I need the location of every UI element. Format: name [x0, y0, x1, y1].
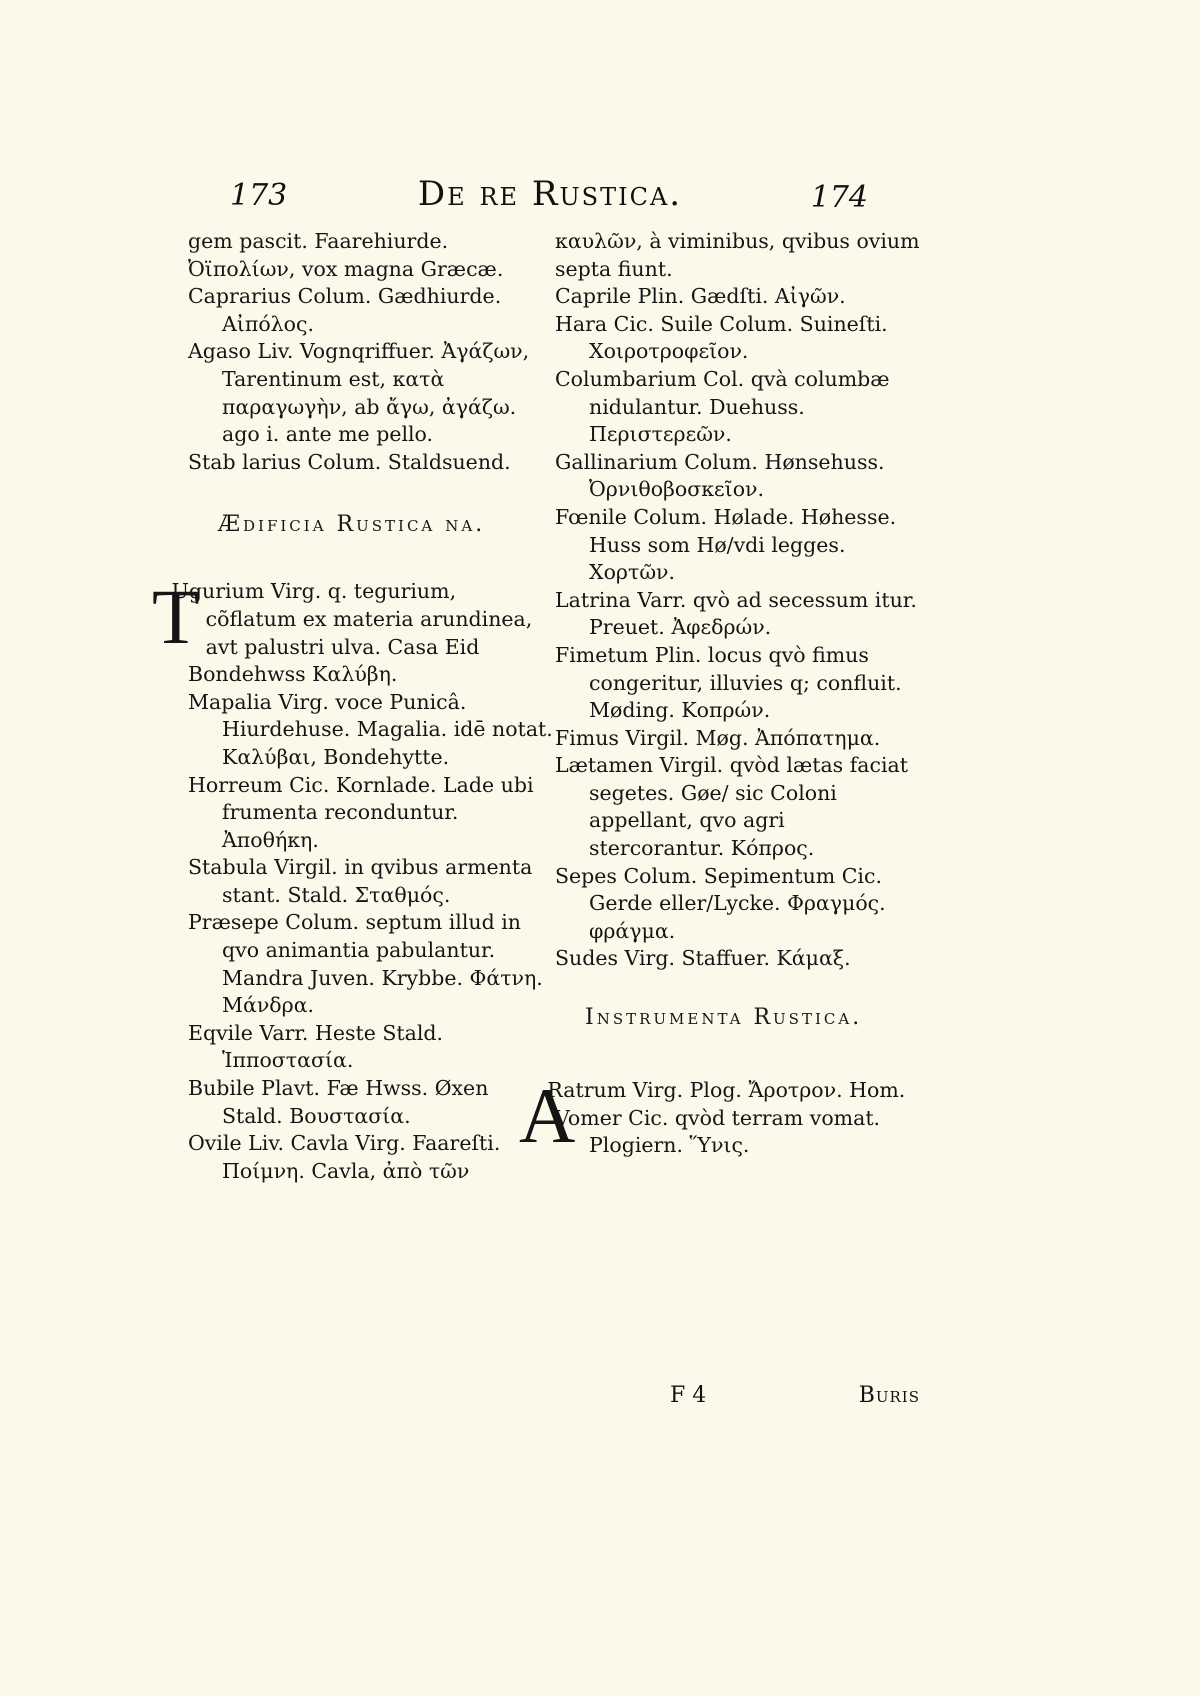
drop-cap: A: [519, 1072, 576, 1160]
drop-cap: T: [152, 573, 200, 661]
right-column: [519, 228, 920, 1160]
drop-cap-entry: [152, 573, 553, 688]
glossary-entry: Præsepe Colum. septum illud in qvo animantia pabulantur. Mandra Juven. Krybbe. Φάτνη. Μάνδρα.: [188, 910, 543, 1018]
entry-continuation: καυλῶν, à viminibus, qvibus ovium septa fiunt.: [555, 229, 920, 281]
glossary-entry: Caprarius Colum. Gædhiurde. Αἰπόλος.: [188, 284, 502, 336]
glossary-entry: Mapalia Virg. voce Punicâ. Hiurdehuse. Magalia. idē notat. Καλύβαι, Bondehytte.: [188, 689, 553, 769]
glossary-entry: Fimus Virgil. Møg. Ἀπόπατημα.: [555, 725, 881, 750]
page-title: De re Rustica.: [417, 174, 683, 214]
glossary-entry: Fœnile Colum. Hølade. Høhesse. Huss som Hø/vdi legges. Χορτῶν.: [555, 504, 897, 585]
page-number-left: 173: [230, 178, 288, 213]
glossary-entry: Gallinarium Colum. Hønsehuss. Ὀρνιθοβοσκεῖον.: [555, 449, 885, 502]
entry-text: Ratrum Virg. Plog. Ἄροτρον. Hom.: [547, 1078, 906, 1103]
glossary-entry: Ovile Liv. Cavla Virg. Faareſti. Ποίμνη. Cavla, ἀπὸ τῶν: [188, 1131, 501, 1183]
page-number-right: 174: [810, 180, 868, 215]
entry-text: Ugurium Virg. q. tegurium, cõflatum ex materia arundinea, avt palustri ulva. Casa Eid Bondehwss Καλύβη.: [171, 579, 533, 687]
glossary-entry: Bubile Plavt. Fæ Hwss. Øxen Stald. Βουστασία.: [188, 1076, 489, 1128]
glossary-entry: Sudes Virg. Staffuer. Κάμαξ.: [555, 946, 851, 971]
left-column: [152, 228, 553, 1185]
entry-continuation: gem pascit. Faarehiurde. Ὀϊπολίων, vox magna Græcæ.: [188, 229, 504, 281]
section-heading: Instrumenta Rustica.: [585, 1005, 863, 1031]
glossary-entry: Caprile Plin. Gædſti. Αἰγῶν.: [555, 284, 846, 309]
glossary-entry: Fimetum Plin. locus qvò fimus congeritur, illuvies q; confluit. Møding. Κοπρών.: [555, 642, 902, 723]
catchword: Buris: [858, 1383, 920, 1408]
glossary-entry: Sepes Colum. Sepimentum Cic. Gerde eller/Lycke. Φραγμός. φράγμα.: [555, 863, 886, 943]
glossary-entry: Agaso Liv. Vognqriffuer. Ἀγάζων, Tarentinum est, κατὰ παραγωγὴν, ab ἄγω, ἀγάζω. ago i. ante me pello.: [188, 339, 530, 447]
glossary-entry: Eqvile Varr. Heste Stald. Ἱπποστασία.: [188, 1020, 444, 1073]
glossary-entry: Vomer Cic. qvòd terram vomat. Plogiern. Ὕνις.: [555, 1105, 881, 1158]
glossary-entry: Stabula Virgil. in qvibus armenta stant. Stald. Σταθμός.: [188, 855, 533, 907]
glossary-entry: Horreum Cic. Kornlade. Lade ubi frumenta reconduntur. Ἀποθήκη.: [188, 772, 534, 852]
glossary-entry: Hara Cic. Suile Colum. Suineſti. Χοιροτροφεῖον.: [555, 311, 888, 364]
running-header: [190, 168, 910, 222]
section-heading: Ædificia Rustica na.: [218, 512, 486, 538]
glossary-entry: Stab larius Colum. Staldsuend.: [188, 449, 511, 474]
page-footer: [660, 1383, 920, 1417]
glossary-entry: Latrina Varr. qvò ad secessum itur. Preuet. Ἀφεδρών.: [555, 587, 917, 640]
glossary-entry: Columbarium Col. qvà columbæ nidulantur. Duehuss. Περιστερεῶν.: [555, 366, 890, 447]
signature-mark: F 4: [670, 1383, 707, 1408]
glossary-entry: Lætamen Virgil. qvòd lætas faciat segetes. Gøe/ sic Coloni appellant, qvo agri stercorantur. Κόπρος.: [555, 753, 909, 861]
